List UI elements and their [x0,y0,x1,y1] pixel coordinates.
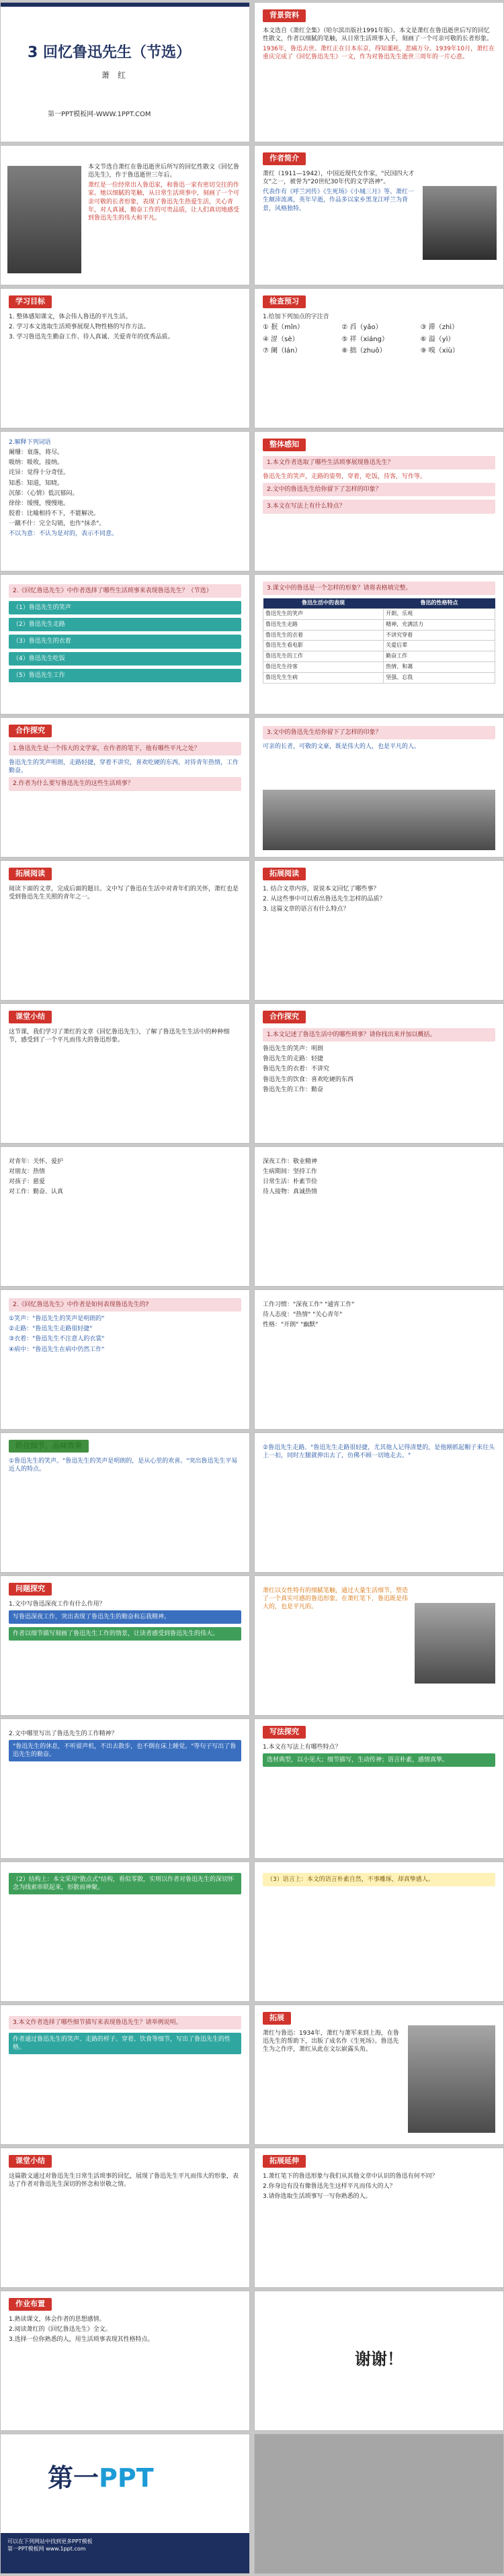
cell: 勤奋工作 [384,651,495,662]
slide-goals [0,288,250,428]
image-table [263,598,495,683]
header: 写法探究 [263,1726,306,1739]
summary-text: 这节课，我们学习了萧红的文章《回忆鲁迅先生》，了解了鲁迅先生生活中的种种细节，感受到了一个平凡而伟大的鲁迅形象。 [9,1029,230,1044]
question-1: 1.本文作者选取了哪些生活琐事展现鲁迅先生？ [263,456,495,469]
header: 课堂小结 [9,1011,52,1023]
goal-item: 2. 学习本文选取生活琐事展现人物性格的写作方法。 [9,324,150,331]
slide-attitude [0,1146,250,1287]
task-item: 1.萧红笔下的鲁迅形象与我们从其他文章中认识的鲁迅有何不同？ [263,2173,438,2180]
structure-text: （2）结构上：本文采用"散点式"结构，看似零散，实则以作者对鲁迅先生的深切怀念为线索串联起来，形散而神聚。 [9,1873,241,1894]
question-2: 2.文中的鲁迅先生给你留下了怎样的印象？ [263,483,495,496]
question-1: 1.鲁迅先生是一个伟大的文学家，在作者的笔下，他有哪些平凡之处？ [9,742,241,755]
intro-text: 本文节选自萧红在鲁迅逝世后所写的回忆性散文《回忆鲁迅先生》，作于鲁迅逝世三年后。 [88,164,240,179]
slide-work-spirit [0,1718,250,1859]
question: 1.本文在写法上有哪些特点？ [263,1744,341,1751]
intro-body: 萧红是一位经常出入鲁迅家，和鲁迅一家有密切交往的作家。她以细腻的笔触，从日常生活琐事中，刻画了一个可亲可敬的长者形象，表现了鲁迅先生热爱生活，关心青年，对人真诚，勤奋工作的可贵品质，让人们真切地感受到鲁迅先生的伟大和平凡。 [88,182,240,222]
slide-brand [0,2434,250,2574]
slide-language [254,1861,504,2002]
vocab-item: 诧异：觉得十分奇怪。 [9,469,70,477]
line: ②走路："鲁迅先生走路很轻捷" [9,1326,93,1333]
xiaohong-portrait [423,186,497,260]
header: 背景资料 [263,9,306,22]
homework-item: 2.阅读萧红的《回忆鲁迅先生》全文。 [9,2326,112,2334]
footer-text-2: 第一PPT模板网 www.1ppt.com [7,2545,86,2552]
trivia-item: （3）鲁迅先生的衣着 [9,635,241,648]
slide-writing [254,1718,504,1859]
answer: 可亲的长者，可敬的文豪，既是伟大的人，也是平凡的人。 [263,743,421,751]
pinyin-item: ② 舀（yǎo） [341,324,382,332]
line: ①笑声："鲁迅先生的笑声是明朗的" [9,1316,105,1323]
slide-work-life [254,1146,504,1287]
question: 1.本文记述了鲁迅生活中的哪些琐事？请你找出来并加以概括。 [263,1028,495,1042]
list-item: 鲁迅先生的工作：勤奋 [263,1086,324,1093]
vocab-subtitle: 2.解释下列词语 [9,439,51,446]
cell: 开朗、乐观 [384,608,495,619]
slide-details-example [0,2005,250,2145]
col-header: 鲁迅生活中的表现 [263,598,384,608]
header: 抓住细节，品味效果 [9,1440,89,1453]
pinyin-item: ⑦ 阑（lán） [263,347,302,355]
col-header: 鲁迅的性格特点 [384,598,495,608]
logo-part-a: 第一 [48,2463,99,2493]
slide-preview [254,288,504,428]
vocab-item: 不以为意：不认为是对的，表示不同意。 [9,531,118,538]
header: 拓展 [263,2012,291,2025]
summary-text: 这篇散文通过对鲁迅先生日常生活琐事的回忆，展现了鲁迅先生平凡而伟大的形象，表达了作者对鲁迅先生深切的怀念和崇敬之情。 [9,2173,239,2189]
trivia-item: （5）鲁迅先生工作 [9,669,241,682]
line: ④病中："鲁迅先生在病中仍然工作" [9,1346,105,1353]
slide-extended-reading-1 [0,860,250,1001]
answer-1: 鲁迅先生的笑声明朗，走路轻捷，穿着不讲究，喜欢吃硬的东西，对待青年热情，工作勤奋。 [9,760,239,775]
brand-logo [48,2461,154,2495]
slide-extension [254,2005,504,2145]
list-item: 鲁迅先生的饮食：喜欢吃硬的东西 [263,1076,354,1083]
slide-image-text [254,1575,504,1716]
author-para-2: 代表作有《呼兰河传》《生死场》《小城三月》等。萧红一生颠沛流离，英年早逝，作品多以家乡黑龙江呼兰为背景，风格独特。 [263,189,415,212]
unit-tag: 第一单元 [112,7,133,13]
vocab-item: 一蹴不什：完全勾销，也作"抹杀"。 [9,520,106,528]
cell: 不讲究穿着 [384,630,495,641]
cell: 热情、和蔼 [384,661,495,672]
slide-blank [254,2434,504,2574]
cell: 鲁迅先生待客 [263,661,384,672]
reading-question: 1. 结合文章内容，说说本文回忆了哪些事？ [263,886,380,892]
pinyin-item: ③ 滞（zhì） [420,324,459,332]
thanks-text: 谢谢！ [355,2350,403,2368]
header: 检查预习 [263,295,306,308]
header: 合作探究 [263,1011,306,1023]
reading-question: 2. 从这些事中可以看出鲁迅先生怎样的品质？ [263,896,386,903]
slide-trivia [0,574,250,715]
bg-para-2: 1936年，鲁迅去世。萧红正在日本东京，得知噩耗，悲痛万分。1939年10月，萧红在重庆完成了《回忆鲁迅先生》一文，作为对鲁迅先生逝世三周年的一片心意。 [263,46,495,61]
header: 作者简介 [263,152,306,165]
cell: 鲁迅先生的工作 [263,651,384,662]
cell: 鲁迅先生看电影 [263,641,384,651]
slide-overview [254,431,504,571]
homework-item: 1.熟读课文，体会作者的思想感情。 [9,2316,106,2323]
detail-text: ①鲁迅先生的笑声。"鲁迅先生的笑声是明朗的，是从心里的欢喜。"突出鲁迅先生平易近人的特点。 [9,1458,238,1473]
slide-intro [0,145,250,285]
vocab-item: 沉郁：（心情）低沉郁闷。 [9,490,79,497]
task-item: 2.你身边有没有像鲁迅先生这样平凡而伟大的人？ [263,2183,396,2191]
goal-item: 1. 整体感知课文，体会伟人鲁迅的平凡生活。 [9,314,132,320]
photo [263,790,495,850]
answer-1: 写鲁迅深夜工作，突出表现了鲁迅先生的勤奋和忘我精神。 [9,1610,241,1624]
header: 问题探究 [9,1583,52,1596]
trivia-item: （1）鲁迅先生的笑声 [9,601,241,614]
slide-traits [254,1289,504,1430]
slide-vocab [0,431,250,571]
goal-item: 3. 学习鲁迅先生勤奋工作、待人真诚、关爱青年的优秀品质。 [9,334,174,341]
header: 课堂小结 [9,2155,52,2168]
pinyin-item: ⑤ 祥（xiáng） [341,335,388,343]
language-text: （3）语言上：本文的语言朴素自然，不事雕琢，却真挚感人。 [263,1873,495,1886]
photo [415,1603,495,1684]
methods-title: 2.《回忆鲁迅先生》中作者是如何表现鲁迅先生的? [9,1298,241,1312]
author: 萧 红 [101,71,126,80]
answer-2: 作者以细节描写刻画了鲁迅先生工作的情景，让读者感受到鲁迅先生的伟大。 [9,1627,241,1641]
line: 对工作：勤奋、认真 [9,1189,64,1196]
answer-1: 鲁迅先生的笑声，走路的姿势，穿着，吃饭，待客，写作等。 [263,473,427,481]
vocab-item: 吸纳：吸收，接纳。 [9,459,64,467]
author-para-1: 萧红（1911—1942），中国近现代女作家，"民国四大才女"之一，被誉为"20世纪30年代的文学洛神"。 [263,171,415,186]
pinyin-grid [263,323,495,356]
header: 拓展延伸 [263,2155,306,2168]
question-3: 3.本文在写法上有什么特点？ [263,500,495,513]
pinyin-item: ④ 涩（sè） [263,335,299,343]
extension-text: 萧红与鲁迅：1934年，萧红与萧军来到上海，在鲁迅先生的帮助下，出版了成名作《生死场》。鲁迅先生为之作序，萧红从此在文坛崭露头角。 [263,2030,399,2054]
list-item: 鲁迅先生的笑声：明朗 [263,1046,324,1053]
pinyin-item: ⑨ 嗅（xiù） [420,347,459,355]
line: 日常生活：朴素节俭 [263,1179,318,1186]
line: 对青年：关怀、爱护 [9,1158,64,1165]
footer-text-1: 可以在下列网站中找到更多PPT模板 [7,2538,93,2544]
luxun-portrait [7,166,81,273]
question: 2.文中哪里写出了鲁迅先生的工作精神？ [9,1731,118,1737]
preview-subtitle: 1.给加下列加点的字注音 [263,314,329,320]
cell: 鲁迅先生的笑声 [263,608,384,619]
pinyin-item: ⑧ 拙（zhuō） [341,347,386,355]
cell: 关爱后辈 [384,641,495,651]
question: 3.文中的鲁迅先生给你留下了怎样的印象？ [263,726,495,739]
question-2: 2.作者为什么要写鲁迅先生的这些生活琐事？ [9,777,241,790]
bg-para-1: 本文选自《萧红全集》（哈尔滨出版社1991年版）。本文是萧红在鲁迅逝世后写的回忆性散文，作者以细腻的笔触，从日常生活琐事入手，刻画了一个可亲可敬的长者形象。 [263,28,493,43]
pinyin-item: ⑥ 溢（yì） [420,335,455,343]
logo-part-b: PPT [99,2463,154,2493]
detail-text: ②鲁迅先生走路。"鲁迅先生走路很轻捷，尤其他人记得清楚的，是他刚抓起帽子来往头上一扣，同时左腿就伸出去了，仿佛不顾一切地走去。" [263,1444,495,1460]
slide-impression [254,717,504,858]
header: 合作探究 [9,725,52,737]
slide-explore [0,717,250,858]
table-title: 3.课文中的鲁迅是一个怎样的形象？请将表格填完整。 [263,582,495,595]
cell: 精神，充满活力 [384,619,495,630]
trivia-item: （4）鲁迅先生吃饭 [9,652,241,665]
cell: 鲁迅先生走路 [263,619,384,630]
line: 对朋友：热情 [9,1168,46,1176]
site-text: 第一PPT模板网-WWW.1PPT.COM [48,111,151,118]
header: 拓展阅读 [9,868,52,880]
header: 整体感知 [263,439,306,451]
slide-methods [0,1289,250,1430]
line: 待人接物：真诚热情 [263,1189,318,1196]
answer: 作者通过鲁迅先生的笑声、走路的样子、穿着、饮食等细节，写出了鲁迅先生的性格。 [9,2033,241,2054]
slide-table [254,574,504,715]
trivia-item: （2）鲁迅先生走路 [9,618,241,631]
trivia-title: 2.《回忆鲁迅先生》中作者选择了哪些生活琐事来表现鲁迅先生？（节选） [9,584,241,598]
vocab-item: 徐徐：缓慢，慢慢地。 [9,500,70,507]
slide-class-summary [0,2148,250,2288]
line: 待人态度："热情" "关心青年" [263,1312,343,1319]
image-text: 萧红以女性特有的细腻笔触，通过大量生活细节，塑造了一个真实可感的鲁迅形象。在萧红笔下，鲁迅既是伟大的，也是平凡的。 [263,1588,409,1611]
header: 学习目标 [9,295,52,308]
pinyin-item: ① 抿（mǐn） [263,324,304,332]
slide-details [0,1432,250,1573]
line: 性格："开朗" "幽默" [263,1322,319,1329]
slide-extended-reading-2 [254,860,504,1001]
vocab-item: 胶着：比喻相持不下，不能解决。 [9,510,100,517]
line: ③衣着："鲁迅先生不注意人的衣裳" [9,1336,105,1343]
slide-question-explore [0,1575,250,1716]
slide-homework [0,2291,250,2431]
list-item: 鲁迅先生的走路：轻捷 [263,1056,324,1063]
vocab-item: 阑珊：衰落，将尽。 [9,449,64,457]
slide-cover [0,2,250,142]
header: 拓展阅读 [263,868,306,880]
slide-details-2 [254,1432,504,1573]
lesson-title: 3 回忆鲁迅先生（节选） [28,44,191,61]
line: 工作习惯："深夜工作" "通宵工作" [263,1301,355,1308]
homework-item: 3.选择一位你熟悉的人，用生活琐事表现其性格特点。 [9,2336,154,2344]
cell: 坚强、忘我 [384,672,495,683]
slide-author [254,145,504,285]
line: 深夜工作：敬业精神 [263,1158,318,1165]
slide-structure [0,1861,250,2002]
line: 对孩子：慈爱 [9,1179,46,1186]
task-item: 3.请你选取生活琐事写一写你熟悉的人。 [263,2193,372,2201]
vocab-item: 知悉：知道，知晓。 [9,479,64,487]
question: 1.文中写鲁迅深夜工作有什么作用？ [9,1601,106,1608]
photo [408,2025,495,2133]
line: 生病期间：坚持工作 [263,1168,318,1176]
question: 3.本文作者选择了哪些细节描写来表现鲁迅先生？请举例说明。 [9,2016,241,2029]
answer: "鲁迅先生的休息，不听留声机，不出去散步，也不倒在床上睡觉。"等句子写出了鲁迅先生的勤奋。 [9,1740,241,1761]
list-item: 鲁迅先生的衣着：不讲究 [263,1066,330,1073]
reading-text: 阅读下面的文章，完成后面的题目。文中写了鲁迅在生活中对青年们的关怀，萧红也是受到鲁迅先生关照的青年之一。 [9,886,239,901]
footer-bar [1,2533,249,2573]
slide-thanks [254,2291,504,2431]
answer: 选材典型，以小见大；细节描写，生动传神；语言朴素，感情真挚。 [263,1753,495,1767]
slide-extension-tasks [254,2148,504,2288]
slide-background [254,2,504,142]
cell: 鲁迅先生的衣着 [263,630,384,641]
header: 作业布置 [9,2298,52,2311]
slide-summary [0,1003,250,1144]
reading-question: 3. 这篇文章的语言有什么特点？ [263,906,349,913]
cell: 鲁迅先生生病 [263,672,384,683]
slide-cooperative [254,1003,504,1144]
